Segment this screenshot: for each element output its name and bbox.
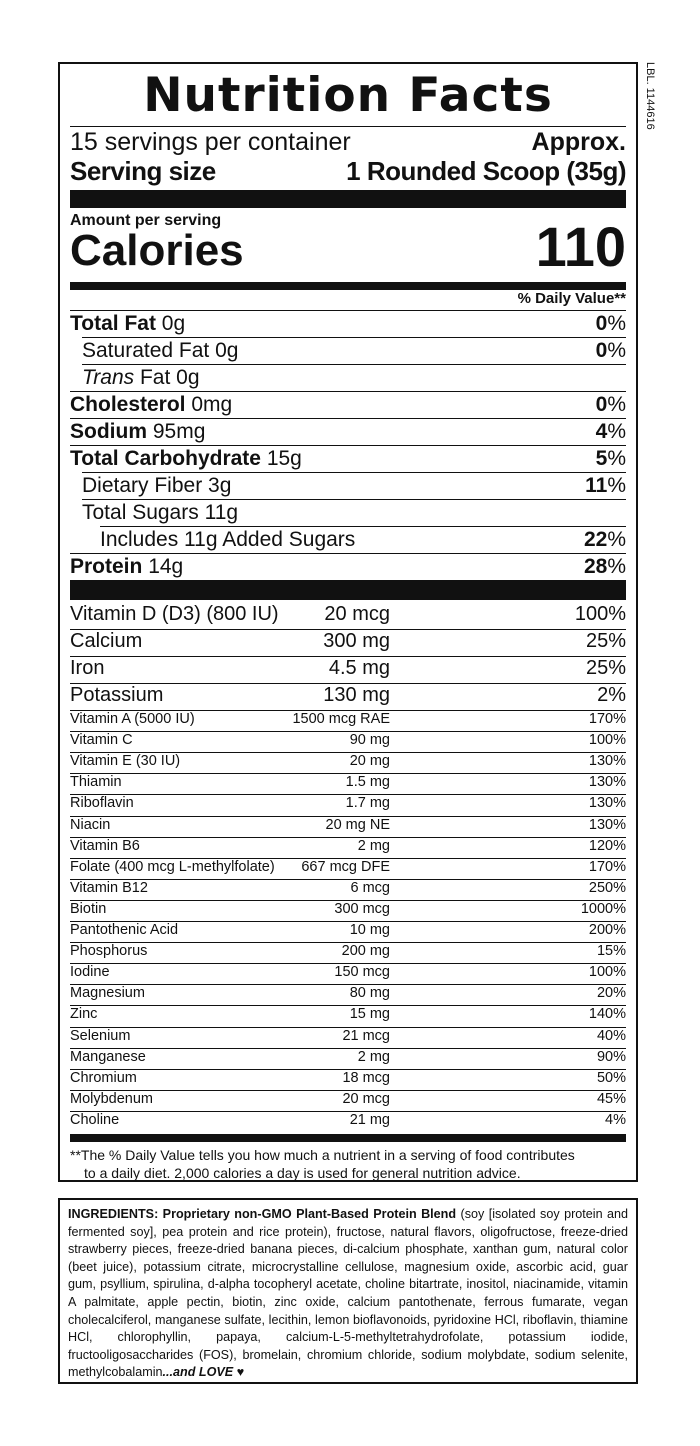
vitamin-daily-value: 50% bbox=[596, 1069, 626, 1086]
vitamin-name: Iron bbox=[70, 657, 105, 679]
vitamin-amount: 20 mcg bbox=[324, 603, 390, 625]
percent-sign: % bbox=[607, 312, 626, 335]
divider bbox=[70, 553, 626, 554]
nutrient-label: Total Fat bbox=[70, 312, 156, 335]
nutrient-daily-value bbox=[596, 420, 626, 444]
percent-sign: % bbox=[607, 339, 626, 362]
heart-icon: ♥ bbox=[236, 1365, 245, 1380]
nutrient-label: Saturated Fat bbox=[82, 339, 210, 362]
panel-title: Nutrition Facts bbox=[143, 68, 553, 123]
nutrient-label: Includes 11g Added Sugars bbox=[100, 528, 356, 551]
vitamin-daily-value: 130% bbox=[588, 795, 626, 812]
vitamin-daily-value: 20% bbox=[596, 985, 626, 1002]
nutrient-name bbox=[82, 474, 231, 498]
vitamin-daily-value: 45% bbox=[596, 1090, 626, 1107]
vitamin-daily-value: 120% bbox=[588, 837, 626, 854]
vitamin-amount: 150 mcg bbox=[334, 964, 390, 981]
divider bbox=[70, 445, 626, 446]
vitamin-daily-value: 140% bbox=[588, 1006, 626, 1023]
vitamin-row bbox=[70, 816, 626, 837]
nutrient-daily-value bbox=[596, 312, 626, 336]
calories-row bbox=[70, 215, 626, 280]
divider bbox=[82, 499, 626, 500]
bottom-divider bbox=[70, 1134, 626, 1142]
vitamin-row bbox=[70, 921, 626, 942]
vitamin-name: Pantothenic Acid bbox=[70, 922, 179, 938]
vitamin-row bbox=[70, 1090, 626, 1111]
nutrient-name bbox=[70, 393, 232, 417]
serving-size-label: Serving size bbox=[70, 156, 216, 186]
vitamin-name: Vitamin A (5000 IU) bbox=[70, 711, 195, 727]
vitamin-amount: 300 mg bbox=[323, 630, 390, 652]
vitamin-name: Calcium bbox=[70, 630, 143, 652]
footnote-line-1: **The % Daily Value tells you how much a nutrient in a serving of food contributes bbox=[70, 1147, 575, 1163]
nutrient-daily-value bbox=[596, 393, 626, 417]
vitamin-row bbox=[70, 683, 626, 710]
daily-value-number: 28 bbox=[583, 555, 608, 578]
daily-value-number: 5 bbox=[595, 447, 608, 470]
nutrient-amount: 0g bbox=[176, 366, 200, 389]
thick-divider bbox=[70, 190, 626, 208]
vitamin-row bbox=[70, 837, 626, 858]
vitamin-daily-value: 170% bbox=[588, 711, 626, 727]
vitamin-amount: 6 mcg bbox=[350, 879, 390, 896]
nutrient-row bbox=[70, 366, 626, 390]
vitamin-daily-value: 100% bbox=[588, 964, 626, 981]
vitamin-name: Magnesium bbox=[70, 985, 145, 1002]
nutrient-amount: 15g bbox=[266, 447, 302, 470]
vitamin-daily-value: 1000% bbox=[580, 900, 626, 917]
vitamin-amount: 667 mcg DFE bbox=[301, 858, 390, 875]
vitamin-name: Zinc bbox=[70, 1006, 98, 1023]
nutrient-daily-value bbox=[584, 528, 626, 552]
vitamin-amount: 20 mcg bbox=[342, 1090, 390, 1107]
vitamin-daily-value: 250% bbox=[588, 879, 626, 896]
nutrient-daily-value bbox=[584, 555, 626, 579]
serving-size-row bbox=[70, 156, 626, 184]
vitamin-row bbox=[70, 984, 626, 1005]
percent-sign: % bbox=[607, 447, 626, 470]
vitamin-amount: 10 mg bbox=[349, 922, 390, 938]
vitamin-daily-value: 130% bbox=[588, 816, 626, 833]
vitamin-name: Folate (400 mcg L-methylfolate) bbox=[70, 858, 275, 875]
percent-sign: % bbox=[607, 474, 626, 497]
daily-value-header: % Daily Value** bbox=[517, 290, 626, 307]
percent-sign: % bbox=[607, 528, 626, 551]
vitamin-daily-value: 170% bbox=[588, 858, 626, 875]
vitamin-name: Chromium bbox=[70, 1069, 137, 1086]
nutrient-amount: 0g bbox=[161, 312, 186, 335]
vitamin-amount: 2 mg bbox=[357, 837, 390, 854]
nutrient-row bbox=[70, 339, 626, 363]
vitamin-amount: 200 mg bbox=[341, 943, 390, 960]
footnote bbox=[70, 1146, 626, 1182]
vitamin-name: Potassium bbox=[70, 684, 164, 706]
vitamin-row bbox=[70, 1069, 626, 1090]
vitamin-daily-value: 4% bbox=[605, 1111, 626, 1128]
vitamin-row bbox=[70, 1027, 626, 1048]
servings-row bbox=[70, 128, 626, 154]
vitamin-row bbox=[70, 900, 626, 921]
thick-divider-vitamins bbox=[70, 580, 626, 600]
vitamin-amount: 1.5 mg bbox=[345, 774, 390, 791]
nutrient-name bbox=[70, 555, 183, 579]
nutrient-daily-value bbox=[596, 339, 626, 363]
nutrient-amount: 95mg bbox=[152, 420, 206, 443]
nutrient-label-suffix: Fat bbox=[134, 366, 171, 389]
nutrient-row bbox=[70, 555, 626, 579]
vitamin-row bbox=[70, 773, 626, 794]
vitamin-amount: 15 mg bbox=[349, 1006, 390, 1023]
nutrient-name bbox=[82, 501, 238, 525]
vitamin-amount: 21 mg bbox=[349, 1111, 390, 1128]
vitamin-name: Phosphorus bbox=[70, 943, 148, 960]
vitamin-amount: 130 mg bbox=[323, 684, 390, 706]
vitamin-amount: 20 mg NE bbox=[325, 816, 390, 833]
nutrient-amount: 0g bbox=[215, 339, 239, 362]
divider bbox=[70, 418, 626, 419]
vitamin-amount: 1.7 mg bbox=[345, 795, 390, 812]
divider bbox=[82, 472, 626, 473]
vitamin-row bbox=[70, 963, 626, 984]
vitamin-daily-value: 130% bbox=[588, 774, 626, 791]
nutrient-amount: 0mg bbox=[191, 393, 233, 416]
divider bbox=[70, 391, 626, 392]
vitamin-daily-value: 25% bbox=[585, 657, 626, 679]
vitamin-row bbox=[70, 1005, 626, 1026]
daily-value-number: 0 bbox=[595, 312, 608, 335]
divider bbox=[100, 526, 626, 527]
nutrition-facts-panel bbox=[58, 62, 638, 1182]
amount-per-serving: Amount per serving bbox=[70, 212, 222, 229]
vitamin-name: Vitamin C bbox=[70, 732, 133, 749]
nutrient-label: Total Carbohydrate bbox=[70, 447, 261, 470]
servings-per-container: 15 servings per container bbox=[70, 128, 351, 156]
nutrient-row bbox=[70, 528, 626, 552]
nutrient-label: Dietary Fiber bbox=[82, 474, 203, 497]
nutrient-row bbox=[70, 447, 626, 471]
vitamin-row bbox=[70, 942, 626, 963]
daily-value-header-row bbox=[70, 290, 626, 310]
percent-sign: % bbox=[607, 555, 626, 578]
nutrient-name bbox=[82, 366, 200, 390]
vitamin-name: Vitamin B6 bbox=[70, 837, 140, 854]
vitamin-name: Molybdenum bbox=[70, 1090, 154, 1107]
ingredients-panel bbox=[58, 1198, 638, 1384]
vitamin-name: Thiamin bbox=[70, 774, 122, 791]
vitamin-name: Iodine bbox=[70, 964, 110, 981]
nutrient-row bbox=[70, 312, 626, 336]
percent-sign: % bbox=[607, 393, 626, 416]
vitamin-name: Vitamin E (30 IU) bbox=[70, 753, 181, 770]
percent-sign: % bbox=[607, 420, 626, 443]
nutrient-label: Cholesterol bbox=[70, 393, 186, 416]
ingredients-ending: ...and LOVE bbox=[162, 1365, 234, 1380]
vitamin-name: Niacin bbox=[70, 816, 111, 833]
divider bbox=[82, 337, 626, 338]
nutrient-row bbox=[70, 501, 626, 525]
vitamin-row bbox=[70, 794, 626, 815]
ingredients-label: INGREDIENTS: Proprietary non-GMO Plant-Based Protein Blend bbox=[68, 1207, 457, 1221]
nutrient-row bbox=[70, 474, 626, 498]
nutrient-daily-value bbox=[585, 474, 626, 498]
vitamin-row bbox=[70, 1111, 626, 1132]
vitamin-name: Selenium bbox=[70, 1027, 131, 1044]
divider bbox=[82, 364, 626, 365]
nutrient-label: Protein bbox=[70, 555, 143, 578]
daily-value-number: 0 bbox=[595, 339, 608, 362]
vitamin-amount: 300 mcg bbox=[334, 900, 390, 917]
vitamin-amount: 1500 mcg RAE bbox=[292, 711, 390, 727]
nutrient-name bbox=[70, 420, 205, 444]
nutrient-name bbox=[82, 339, 238, 363]
vitamin-name: Choline bbox=[70, 1111, 120, 1128]
vitamin-row bbox=[70, 1048, 626, 1069]
vitamin-row bbox=[70, 602, 626, 629]
nutrient-name bbox=[70, 312, 185, 336]
vitamin-name: Biotin bbox=[70, 900, 107, 917]
nutrient-label: Total Sugars bbox=[82, 501, 199, 524]
nutrient-amount: 3g bbox=[208, 474, 232, 497]
label-code-text: LBL. 1144616 bbox=[644, 62, 656, 130]
daily-value-number: 4 bbox=[595, 420, 608, 443]
calories-value: 110 bbox=[535, 215, 626, 278]
nutrient-label: Trans bbox=[82, 366, 135, 389]
vitamin-name: Vitamin D (D3) (800 IU) bbox=[70, 603, 279, 625]
nutrient-amount: 14g bbox=[148, 555, 184, 578]
vitamin-name: Vitamin B12 bbox=[70, 879, 148, 896]
vitamin-amount: 2 mg bbox=[357, 1048, 390, 1065]
vitamin-daily-value: 40% bbox=[596, 1027, 626, 1044]
nutrient-name bbox=[70, 447, 302, 471]
ingredients-text: (soy [isolated soy protein and fermented soy], pea protein and rice protein), fructose, natural flavors, oligofructose, freeze-dried strawberry pieces, freeze-dried banana pieces, di-calcium phosphate, xanthan gum, natural color (beet juice), potassium citrate, microcrystalline cellulose, magnesium oxide, ascorbic acid, guar gum, psyllium, spirulina, d-alpha tocopheryl acetate, choline bitartrate, inositol, niacinamide, vitamin A palmitate, apple pectin, biotin, zinc oxide, calcium pantothenate, ferrous fumarate, vegan cholecalciferol, manganese sulfate, lecithin, lemon bioflavonoids, pyridoxine HCl, riboflavin, thiamine HCl, chlorophyllin, papaya, calcium-L-5-methyltetrahydrofolate, potassium iodide, fructooligosaccharides (FOS), bromelain, chromium chloride, sodium molybdate, sodium selenite, methylcobalamin bbox=[68, 1207, 629, 1380]
vitamin-amount: 90 mg bbox=[349, 732, 390, 749]
nutrient-label: Sodium bbox=[70, 420, 147, 443]
daily-value-number: 22 bbox=[583, 528, 608, 551]
vitamin-name: Manganese bbox=[70, 1048, 146, 1065]
vitamin-daily-value: 90% bbox=[596, 1048, 626, 1065]
vitamin-amount: 80 mg bbox=[349, 985, 390, 1002]
vitamin-row bbox=[70, 731, 626, 752]
vitamin-daily-value: 100% bbox=[574, 603, 626, 625]
vitamin-row bbox=[70, 879, 626, 900]
vitamin-amount: 21 mcg bbox=[342, 1027, 390, 1044]
vitamin-amount: 20 mg bbox=[349, 753, 390, 770]
vitamin-daily-value: 15% bbox=[596, 943, 626, 960]
vitamin-row bbox=[70, 656, 626, 683]
nutrient-row bbox=[70, 420, 626, 444]
vitamin-daily-value: 2% bbox=[597, 684, 626, 706]
vitamin-row bbox=[70, 629, 626, 656]
daily-value-number: 0 bbox=[595, 393, 608, 416]
vitamin-row bbox=[70, 710, 626, 731]
approx-label: Approx. bbox=[531, 128, 626, 156]
label-code bbox=[638, 62, 658, 172]
vitamin-row bbox=[70, 752, 626, 773]
vitamin-daily-value: 130% bbox=[588, 753, 626, 770]
vitamin-daily-value: 100% bbox=[588, 732, 626, 749]
nutrient-daily-value bbox=[596, 447, 626, 471]
vitamin-name: Riboflavin bbox=[70, 795, 134, 812]
daily-value-number: 11 bbox=[585, 474, 608, 497]
nutrient-row bbox=[70, 393, 626, 417]
vitamin-row bbox=[70, 858, 626, 879]
vitamin-daily-value: 200% bbox=[588, 922, 626, 938]
vitamin-daily-value: 25% bbox=[585, 630, 626, 652]
divider bbox=[70, 126, 626, 127]
divider bbox=[70, 310, 626, 311]
footnote-line-2: to a daily diet. 2,000 calories a day is used for general nutrition advice. bbox=[84, 1165, 521, 1181]
calories-label: Calories bbox=[70, 226, 244, 275]
nutrient-amount: 11g bbox=[204, 501, 239, 524]
vitamin-amount: 18 mcg bbox=[342, 1069, 390, 1086]
medium-divider bbox=[70, 282, 626, 290]
nutrient-name bbox=[100, 528, 355, 552]
vitamin-amount: 4.5 mg bbox=[328, 657, 390, 679]
serving-size-value: 1 Rounded Scoop (35g) bbox=[346, 156, 626, 186]
